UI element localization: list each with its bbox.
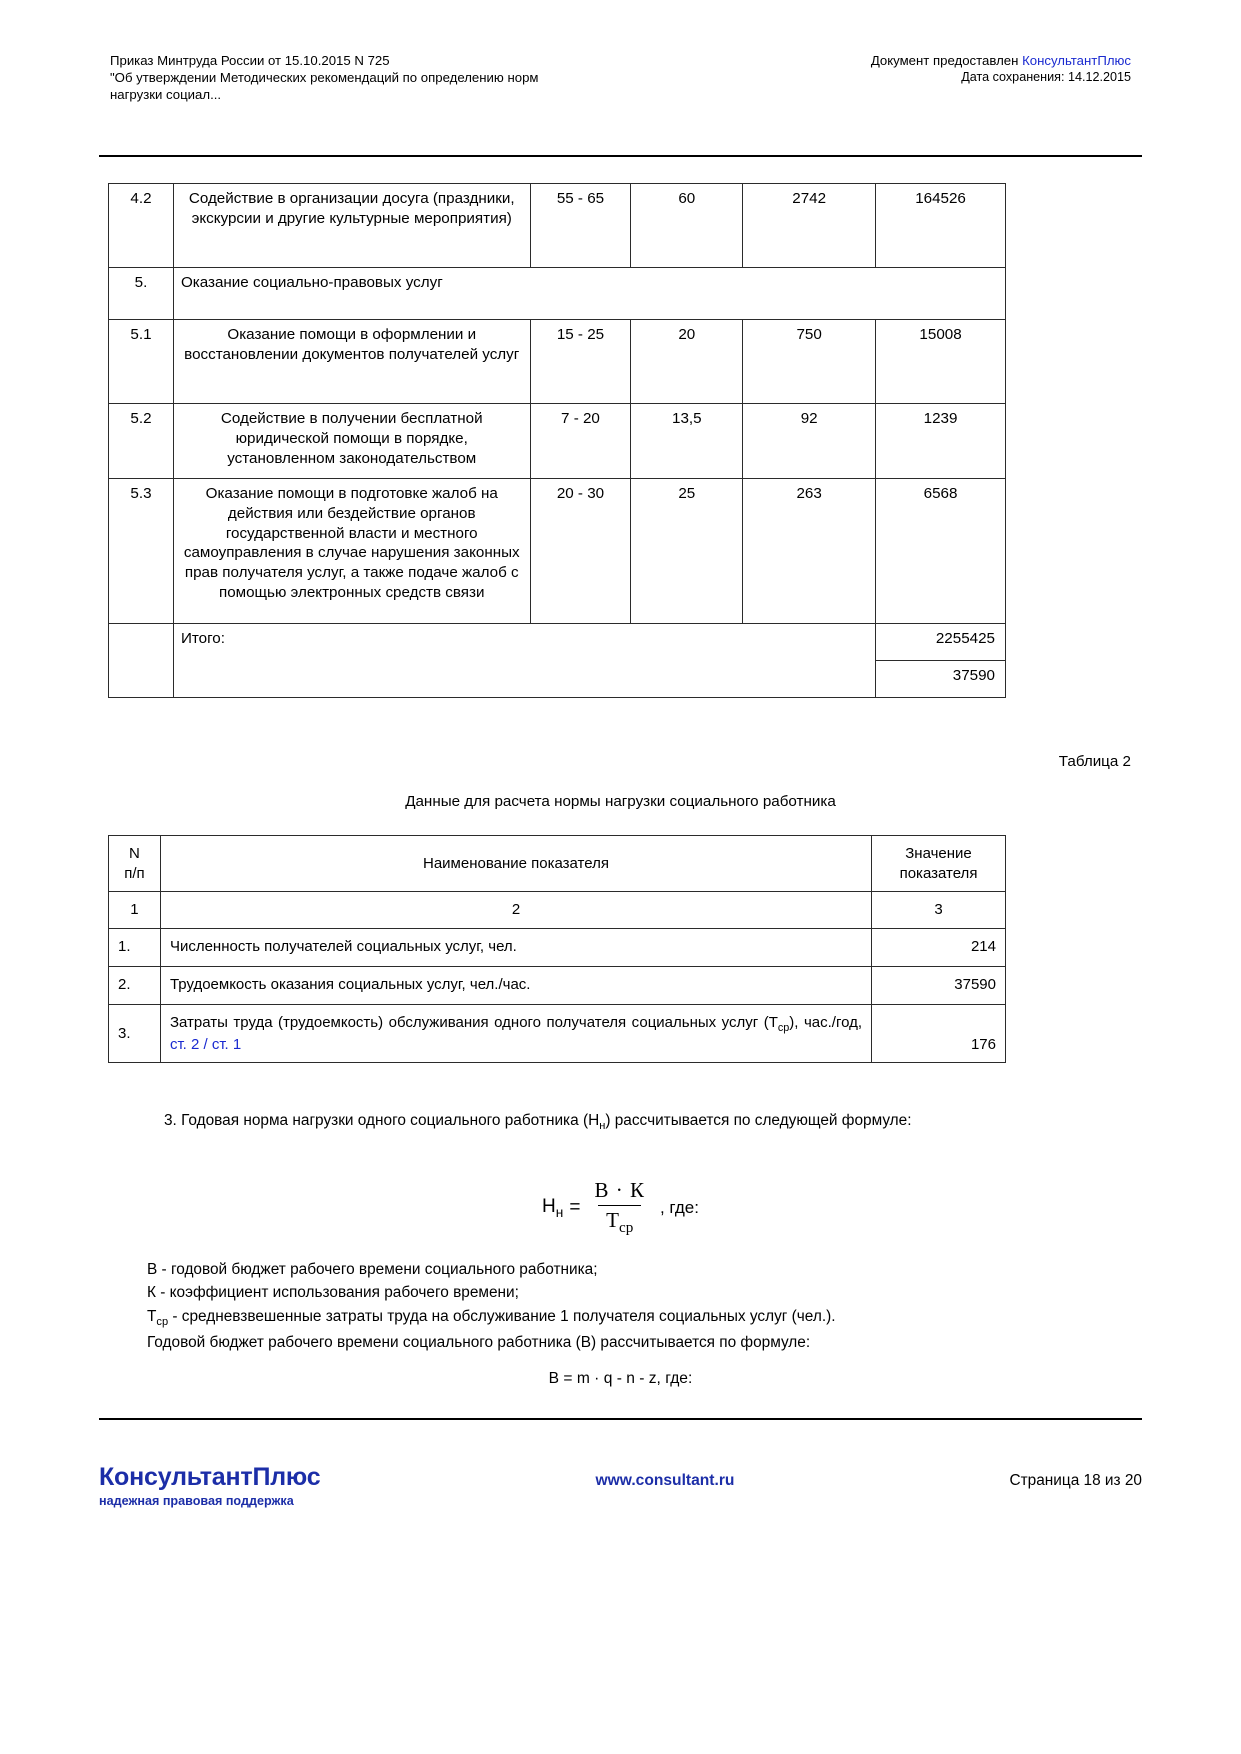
row-count: 750 (743, 320, 876, 404)
document-header (110, 52, 1131, 103)
consultant-plus-logo (99, 1465, 320, 1508)
header-value-line1: Значение (905, 845, 972, 862)
row-service-name: Оказание помощи в оформлении и восстановлении документов получателей услуг (173, 320, 530, 404)
formula-denominator-subscript: ср (618, 1220, 634, 1237)
formula-denominator (598, 1205, 641, 1237)
row-average: 13,5 (631, 404, 743, 479)
row-indicator-name (160, 1004, 871, 1063)
column-number-3: 3 (872, 892, 1006, 929)
row-total: 6568 (876, 479, 1006, 624)
formula-lhs (542, 1196, 563, 1220)
header-provided-by (871, 52, 1131, 69)
formula-lhs-symbol: Н (542, 1195, 556, 1217)
row-indicator-value: 214 (872, 928, 1006, 966)
column-number-2: 2 (160, 892, 871, 929)
para1-prefix: 3. Годовая норма нагрузки одного социального работника (Н (164, 1112, 600, 1129)
table-row (109, 928, 1006, 966)
formula-equals: = (569, 1196, 581, 1218)
row-indicator-name: Численность получателей социальных услуг, чел. (160, 928, 871, 966)
formula-work-time-budget: В = m · q - n - z, где: (548, 1370, 693, 1387)
header-doc-title-line3: нагрузки социал... (110, 87, 222, 103)
header-index-line1: N (129, 845, 140, 862)
table-row (109, 479, 1006, 624)
row-number: 4.2 (109, 184, 174, 268)
row-time-range: 7 - 20 (530, 404, 631, 479)
footer-website-link[interactable]: www.consultant.ru (595, 1472, 735, 1489)
grand-total-hours: 37590 (876, 661, 1006, 698)
logo-brand-name: КонсультантПлюс (99, 1463, 321, 1491)
row-number: 5.1 (109, 320, 174, 404)
row-indicator-name: Трудоемкость оказания социальных услуг, чел./час. (160, 966, 871, 1004)
services-norms-table (108, 183, 1006, 698)
para1-subscript: н (599, 1120, 606, 1133)
formula-numerator: В · К (594, 1178, 645, 1202)
header-divider (99, 155, 1142, 157)
row-name-part1: Затраты труда (трудоемкость) обслуживания одного получателя социальных услуг (Т (169, 1013, 778, 1031)
header-save-date: Дата сохранения: 14.12.2015 (961, 70, 1131, 85)
table2-header-row (109, 836, 1006, 892)
table2-title: Данные для расчета нормы нагрузки социального работника (405, 793, 836, 810)
row-time-range: 15 - 25 (530, 320, 631, 404)
formula-annual-norm (0, 1178, 1241, 1237)
row-name-part2: ), час./год, (789, 1013, 863, 1031)
table2-numbering-row (109, 892, 1006, 929)
formula-fraction (586, 1178, 653, 1237)
table-row (109, 184, 1006, 268)
row-indicator-value: 37590 (872, 966, 1006, 1004)
row-indicator-value: 176 (872, 1004, 1006, 1063)
row-number: 3. (109, 1004, 161, 1063)
header-doc-title-line1: Приказ Минтруда России от 15.10.2015 N 725 (110, 53, 390, 68)
total-row-spacer (109, 624, 174, 698)
header-index-line2: п/п (124, 864, 145, 882)
row-number: 5.3 (109, 479, 174, 624)
row-number: 5.2 (109, 404, 174, 479)
table-row (109, 966, 1006, 1004)
formula-tail: , где: (659, 1197, 699, 1217)
legend-item-budget: Годовой бюджет рабочего времени социального работника (В) рассчитывается по формуле: (147, 1333, 811, 1351)
formula-denominator-symbol: Т (606, 1208, 619, 1232)
column-reference-link[interactable]: ст. 2 / ст. 1 (169, 1035, 242, 1053)
legend-tcp-symbol: Т (147, 1307, 157, 1325)
formula-legend (147, 1258, 1133, 1354)
row-section-name: Оказание социально-правовых услуг (173, 268, 1005, 320)
table-total-row (109, 624, 1006, 661)
row-count: 92 (743, 404, 876, 479)
table-row (109, 320, 1006, 404)
row-count: 263 (743, 479, 876, 624)
document-footer (99, 1465, 1142, 1508)
table-row (109, 1004, 1006, 1063)
grand-total-value: 2255425 (876, 624, 1006, 661)
footer-page-number: Страница 18 из 20 (1009, 1472, 1142, 1489)
row-service-name: Оказание помощи в подготовке жалоб на действия или бездействие органов государственной власти и местного самоуправления в случае нарушения законных прав получателя услуг, а также подаче жалоб с помощью электронных средств связи (173, 479, 530, 624)
row-average: 25 (631, 479, 743, 624)
header-provided-by-label: Документ предоставлен (870, 53, 1023, 68)
legend-item-b: В - годовой бюджет рабочего времени социального работника; (147, 1261, 598, 1278)
footer-divider (99, 1418, 1142, 1420)
table-row (109, 268, 1006, 320)
header-value-line2: показателя (899, 864, 978, 882)
row-total: 164526 (876, 184, 1006, 268)
header-right (871, 52, 1131, 86)
row-number: 2. (109, 966, 161, 1004)
consultant-plus-link[interactable]: КонсультантПлюс (1022, 53, 1131, 68)
row-total: 15008 (876, 320, 1006, 404)
row-number: 5. (109, 268, 174, 320)
row-count: 2742 (743, 184, 876, 268)
row-average: 20 (631, 320, 743, 404)
header-doc-title-line2: "Об утверждении Методических рекомендаций по определению норм (110, 70, 539, 86)
paragraph-annual-norm (108, 1110, 1133, 1134)
table2-label: Таблица 2 (1058, 753, 1131, 770)
row-service-name: Содействие в организации досуга (праздники, экскурсии и другие культурные мероприятия) (173, 184, 530, 268)
table-row (109, 404, 1006, 479)
legend-item-tcp (147, 1305, 1133, 1331)
legend-tcp-text: - средневзвешенные затраты труда на обслуживание 1 получателя социальных услуг (чел.). (168, 1307, 836, 1325)
legend-item-k: К - коэффициент использования рабочего времени; (147, 1284, 519, 1302)
logo-tagline: надежная правовая поддержка (99, 1494, 294, 1508)
row-number: 1. (109, 928, 161, 966)
row-time-range: 20 - 30 (530, 479, 631, 624)
workload-data-table (108, 835, 1006, 1063)
row-time-range: 55 - 65 (530, 184, 631, 268)
header-left (110, 52, 538, 103)
row-total: 1239 (876, 404, 1006, 479)
header-index-column (109, 836, 161, 892)
header-indicator-name: Наименование показателя (160, 836, 871, 892)
column-number-1: 1 (109, 892, 161, 929)
row-service-name: Содействие в получении бесплатной юридической помощи в порядке, установленном законодательством (173, 404, 530, 479)
legend-tcp-subscript: ср (156, 1315, 169, 1328)
row-average: 60 (631, 184, 743, 268)
header-indicator-value (872, 836, 1006, 892)
row-name-subscript: ср (777, 1021, 790, 1034)
formula-lhs-subscript: н (555, 1204, 564, 1220)
total-label: Итого: (173, 624, 875, 698)
para1-suffix: ) рассчитывается по следующей формуле: (605, 1112, 912, 1129)
